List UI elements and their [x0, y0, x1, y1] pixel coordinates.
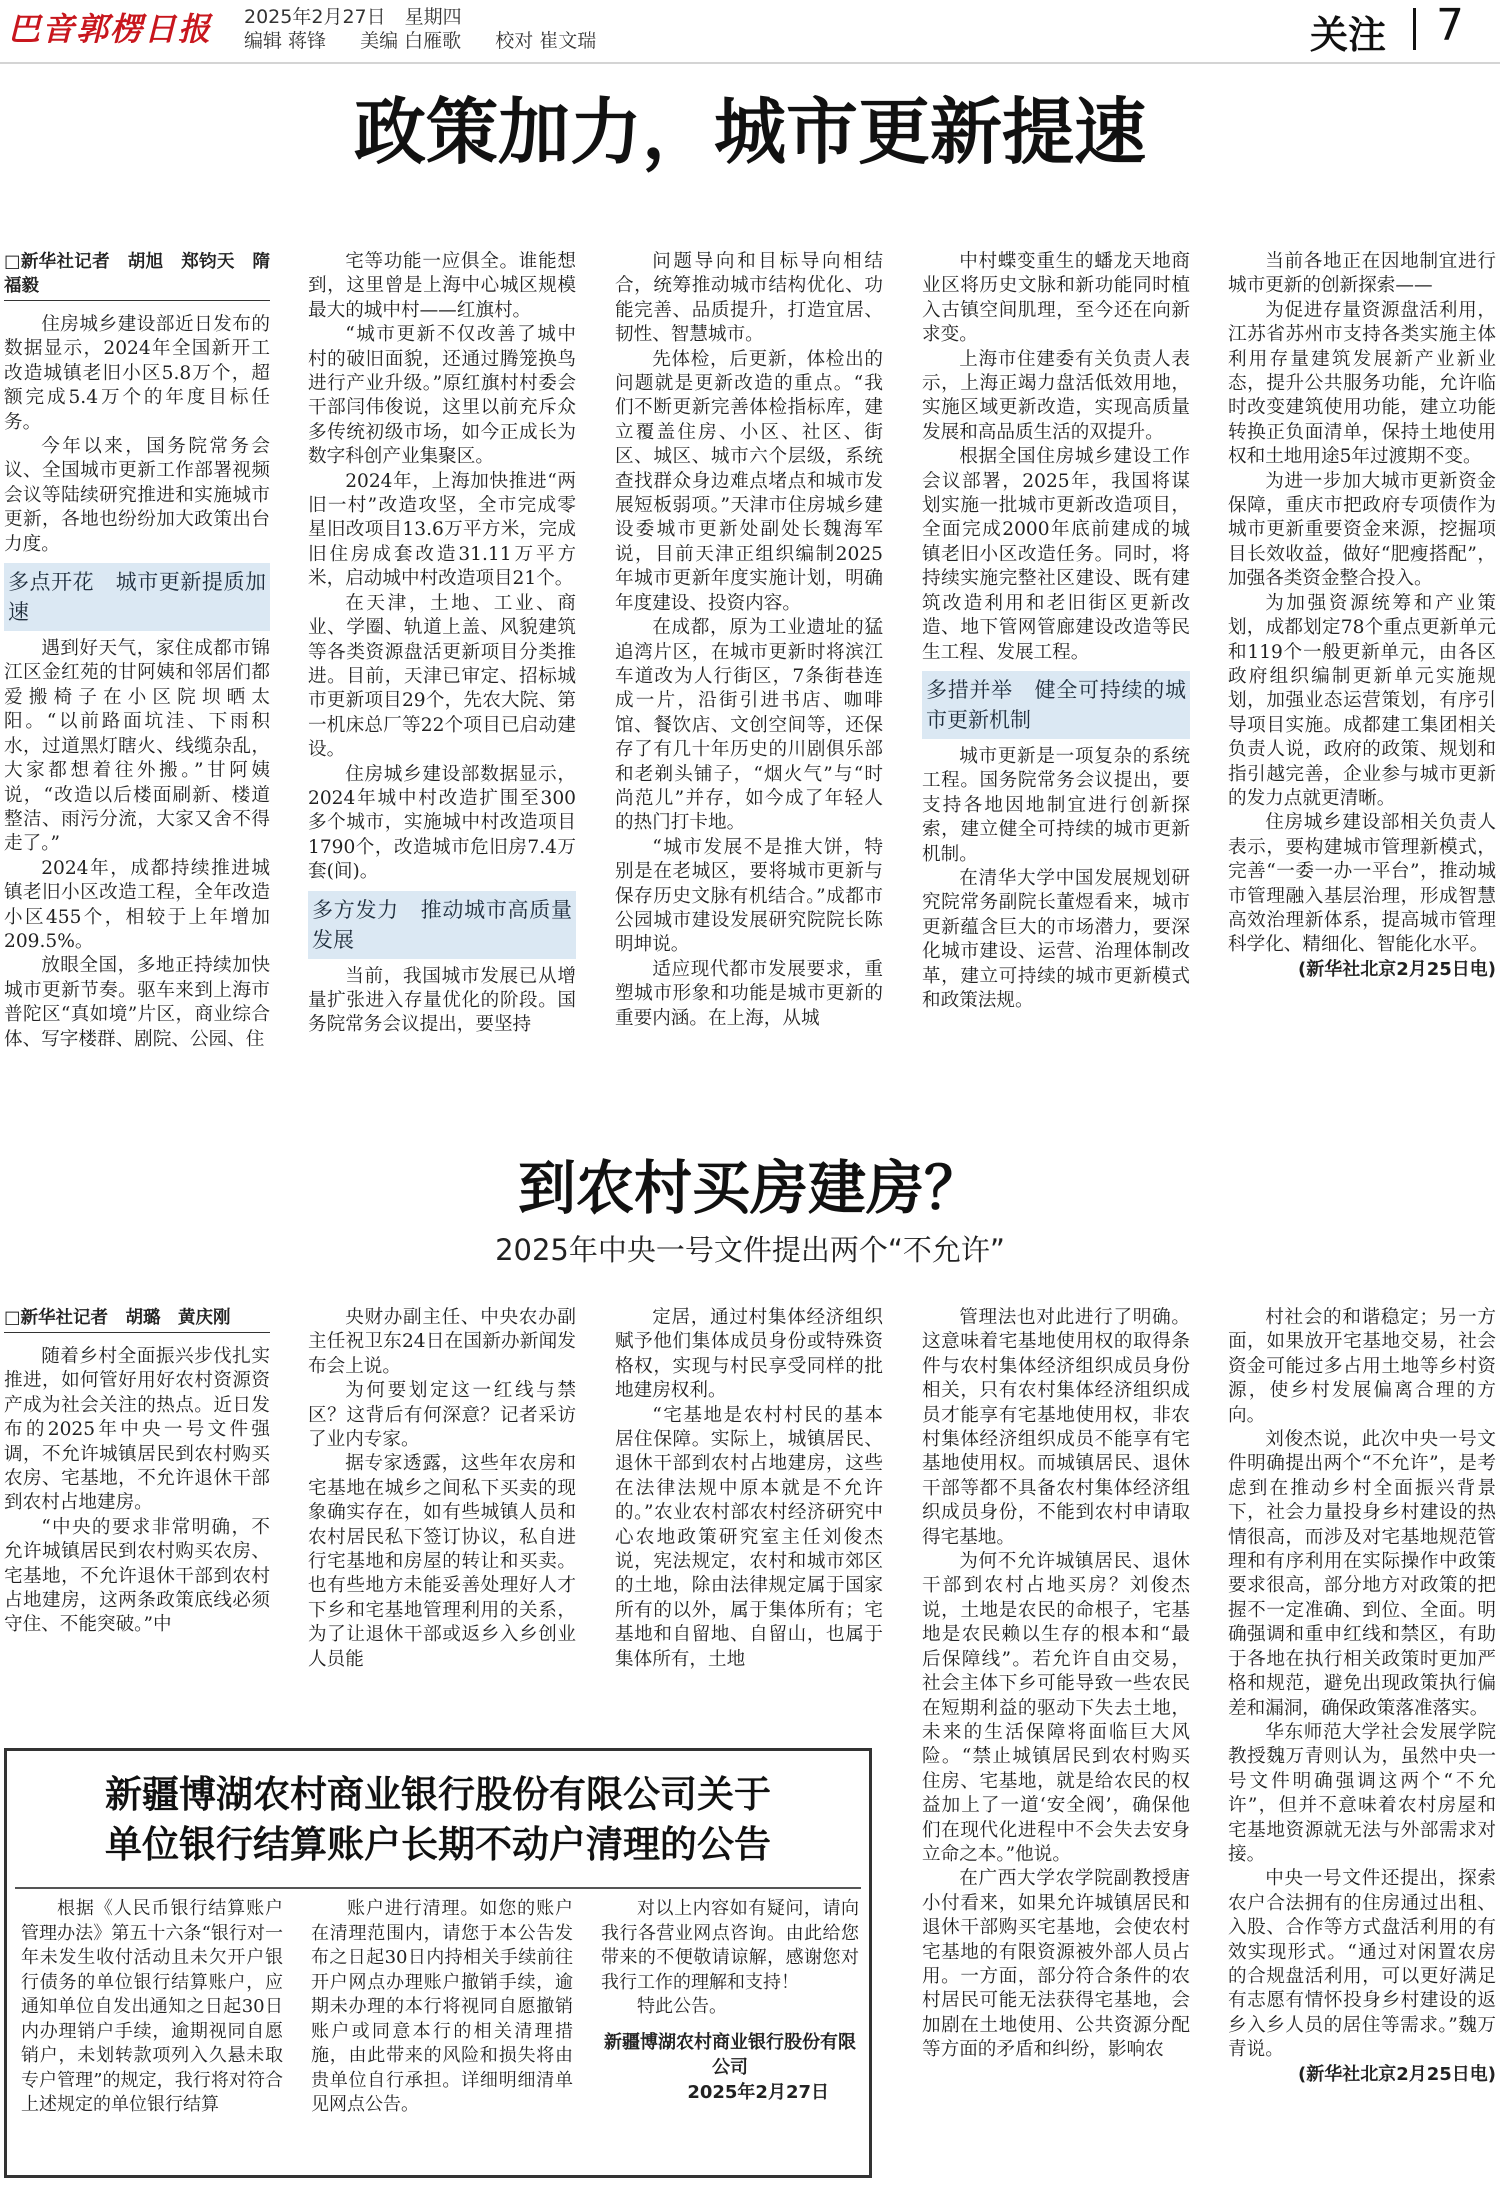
- article1-col3-text: [615, 250, 883, 1031]
- paragraph: 根据全国住房城乡建设工作会议部署，2025年，我国将谋划实施一批城市更新改造项目，全面完成2000年底前建成的城镇老旧小区改造任务。同时，将持续实施完整社区建设、既有建筑改造利用和老旧街区更新改造、地下管网管廊建设改造等民生工程、发展工程。: [922, 446, 1190, 663]
- paragraph: 在清华大学中国发展规划研究院常务副院长董煜看来，城市更新蕴含巨大的市场潜力，要深化城市建设、运营、治理体制改革，建立可持续的城市更新模式和政策法规。: [922, 867, 1190, 1011]
- article2-col4-text: [922, 1306, 1190, 2063]
- article2-headline: 到农村买房建房？: [517, 1154, 982, 1222]
- article2-col3-text: [615, 1306, 883, 1672]
- notice-date: 2025年2月27日: [687, 2081, 829, 2103]
- article1-subhead-3: 多措并举 健全可持续的城市更新机制: [922, 671, 1190, 739]
- paragraph: 随着乡村全面振兴步伐扎实推进，如何管好用好农村资源资产成为社会关注的热点。近日发布的2025年中央一号文件强调，不允许城镇居民到农村购买农房、宅基地，不允许退休干部到农村占地建房。: [4, 1346, 270, 1514]
- section-divider: [1413, 8, 1416, 50]
- paragraph: 村社会的和谐稳定；另一方面，如果放开宅基地交易，社会资金可能过多占用土地等乡村资源，使乡村发展偏离合理的方向。: [1228, 1307, 1496, 1426]
- article1-col5-text: [1228, 250, 1496, 958]
- paragraph: 先体检，后更新，体检出的问题就是更新改造的重点。“我们不断更新完善体检指标库，建立覆盖住房、小区、社区、街区、城区、城市六个层级，系统查找群众身边难点堵点和城市发展短板弱项。”天津市住房城乡建设委城市更新处副处长魏海军说，目前天津正组织编制2025年城市更新年度实施计划，明确年度建设、投资内容。: [615, 348, 883, 614]
- notice-title-line2: 单位银行结算账户长期不动户清理的公告: [105, 1822, 771, 1866]
- paragraph: 当前各地正在因地制宜进行城市更新的创新探索——: [1228, 251, 1496, 297]
- masthead: [0, 0, 1500, 64]
- article1-col1b-text: [4, 637, 270, 1052]
- article1-col1-text: [4, 313, 270, 557]
- paragraph: 问题导向和目标导向相结合，统筹推动城市结构优化、功能完善、品质提升，打造宜居、韧性、智慧城市。: [615, 251, 883, 346]
- editor-credits: [244, 26, 624, 53]
- paragraph: 定居，通过村集体经济组织赋予他们集体成员身份或特殊资格权，实现与村民享受同样的批地建房权利。: [615, 1307, 883, 1402]
- notice-paragraph: 对以上内容如有疑问，请向我行各营业网点咨询。由此给您带来的不便敬请谅解，感谢您对我行工作的理解和支持！: [601, 1898, 859, 1993]
- paragraph: 刘俊杰说，此次中央一号文件明确提出两个“不允许”，是考虑到在推动乡村全面振兴背景下，社会力量投身乡村建设的热情很高，而涉及对宅基地规范管理和有序利用在实际操作中政策要求很高，部分地方对政策的把握不一定准确、到位、全面。明确强调和重申红线和禁区，有助于各地在执行相关政策时更加严格和规范，避免出现政策执行偏差和漏洞，确保政策落准落实。: [1228, 1429, 1496, 1719]
- article1-subhead-2: 多方发力 推动城市高质量发展: [308, 891, 576, 959]
- paragraph: 城市更新是一项复杂的系统工程。国务院常务会议提出，要支持各地因地制宜进行创新探索，建立健全可持续的城市更新机制。: [922, 745, 1190, 865]
- paragraph: “城市更新不仅改善了城中村的破旧面貌，还通过腾笼换鸟进行产业升级。”原红旗村村委会干部闫伟俊说，这里以前充斥众多传统初级市场，如今正成长为数字科创产业集聚区。: [308, 324, 576, 468]
- article1-dateline: (新华社北京2月25日电): [1297, 958, 1496, 980]
- paragraph: “宅基地是农村村民的基本居住保障。实际上，城镇居民、退休干部到农村占地建房，这些在法律法规中原本就是不允许的。”农业农村部农村经济研究中心农地政策研究室主任刘俊杰说，宪法规定，农村和城市郊区的土地，除由法律规定属于国家所有的以外，属于集体所有；宅基地和自留地、自留山，也属于集体所有，土地: [615, 1404, 883, 1670]
- paragraph: 中村蝶变重生的蟠龙天地商业区将历史文脉和新功能同时植入古镇空间肌理，至今还在向新求变。: [922, 251, 1190, 346]
- notice-paragraph: 账户进行清理。如您的账户在清理范围内，请您于本公告发布之日起30日内持相关手续前往开户网点办理账户撤销手续，逾期未办理的本行将视同自愿撤销账户或同意本行的相关清理措施，由此带来的风险和损失将由贵单位自行承担。详细明细清单见网点公告。: [311, 1898, 573, 2115]
- section-label: 关注: [1310, 13, 1387, 57]
- notice-col2: [311, 1897, 573, 2173]
- proofreader-credit: 校对 崔文瑞: [495, 30, 597, 52]
- editor-credit: 编辑 蒋锋: [244, 30, 327, 52]
- paragraph: 管理法也对此进行了明确。这意味着宅基地使用权的取得条件与农村集体经济组织成员身份相关，只有农村集体经济组织成员才能享有宅基地使用权，非农村集体经济组织成员不能享有宅基地使用权。而城镇居民、退休干部等都不具备农村集体经济组织成员身份，不能到农村申请取得宅基地。: [922, 1307, 1190, 1548]
- paragraph: 在成都，原为工业遗址的猛追湾片区，在城市更新时将滨江车道改为人行街区，7条街巷连成一片，沿街引进书店、咖啡馆、餐饮店、文创空间等，还保存了有几十年历史的川剧俱乐部和老剃头铺子，“烟火气”与“时尚范儿”并存，如今成了年轻人的热门打卡地。: [615, 617, 883, 834]
- article1-col2-text: [308, 250, 576, 885]
- paragraph: 2024年，成都持续推进城镇老旧小区改造工程，全年改造小区455个，相较于上年增加209.5%。: [4, 857, 270, 952]
- paragraph: 央财办副主任、中央农办副主任祝卫东24日在国新办新闻发布会上说。: [308, 1307, 576, 1377]
- article1-col2b-text: [308, 965, 576, 1038]
- article2-col1: [4, 1306, 270, 1736]
- paragraph: 上海市住建委有关负责人表示，上海正竭力盘活低效用地，实施区域更新改造，实现高质量发展和高品质生活的双提升。: [922, 348, 1190, 443]
- paragraph: 宅等功能一应俱全。谁能想到，这里曾是上海中心城区规模最大的城中村——红旗村。: [308, 251, 576, 321]
- notice-title: [7, 1769, 869, 1869]
- article1-col3: [615, 250, 883, 1090]
- paragraph: 住房城乡建设部近日发布的数据显示，2024年全国新开工改造城镇老旧小区5.8万个，超额完成5.4万个的年度目标任务。: [4, 314, 270, 433]
- paragraph: 放眼全国，多地正持续加快城市更新节奏。驱车来到上海市普陀区“真如境”片区，商业综合体、写字楼群、剧院、公园、住: [4, 955, 270, 1050]
- notice-col1: [21, 1897, 283, 2173]
- paragraph: 中央一号文件还提出，探索农户合法拥有的住房通过出租、入股、合作等方式盘活利用的有效实现形式。“通过对闲置农房的合规盘活利用，可以更好满足有志愿有情怀投身乡村建设的返乡入乡人员的居住等需求。”魏万青说。: [1228, 1868, 1496, 2061]
- paragraph: 在天津，土地、工业、商业、学圈、轨道上盖、风貌建筑等各类资源盘活更新项目分类推进。目前，天津已审定、招标城市更新项目29个，先农大院、第一机床总厂等22个项目已启动建设。: [308, 592, 576, 761]
- paragraph: 为何不允许城镇居民、退休干部到农村占地买房？刘俊杰说，土地是农民的命根子，宅基地是农民赖以生存的根本和“最后保障线”。若允许自由交易，社会主体下乡可能导致一些农民在短期利益的驱动下失去土地，未来的生活保障将面临巨大风险。“禁止城镇居民到农村购买住房、宅基地，就是给农民的权益加上了一道‘安全阀’，确保他们在现代化进程中不会失去安身立命之本。”他说。: [922, 1551, 1190, 1865]
- article1-col4-text: [922, 250, 1190, 665]
- designer-credit: 美编 白雁歌: [360, 30, 462, 52]
- issue-date: 2025年2月27日 星期四: [244, 6, 462, 28]
- paragraph: 为加强资源统筹和产业策划，成都划定78个重点更新单元和119个一般更新单元，由各区政府组织编制更新单元实施规划，加强业态运营策划，有序引导项目实施。成都建工集团相关负责人说，政府的政策、规划和指引越完善，企业参与城市更新的发力点就更清晰。: [1228, 592, 1496, 809]
- paragraph: 在广西大学农学院副教授唐小付看来，如果允许城镇居民和退休干部购买宅基地，会使农村宅基地的有限资源被外部人员占用。一方面，部分符合条件的农村居民可能无法获得宅基地，会加剧在土地使用、公共资源分配等方面的矛盾和纠纷，影响农: [922, 1868, 1190, 2061]
- newspaper-logo: 巴音郭楞日报: [8, 10, 213, 48]
- article1-subhead-1: 多点开花 城市更新提质加速: [4, 563, 270, 631]
- paragraph: “中央的要求非常明确，不允许城镇居民到农村购买农房、宅基地，不允许退休干部到农村占地建房，这两条政策底线必须守住、不能突破。”中: [4, 1516, 270, 1636]
- paragraph: 住房城乡建设部相关负责人表示，要构建城市管理新模式，完善“一委一办一平台”，推动城市管理融入基层治理，形成智慧高效治理新体系，提高城市管理科学化、精细化、智能化水平。: [1228, 812, 1496, 956]
- paragraph: 据专家透露，这些年农房和宅基地在城乡之间私下买卖的现象确实存在，如有些城镇人员和农村居民私下签订协议，私自进行宅基地和房屋的转让和买卖。也有些地方未能妥善处理好人才下乡和宅基地管理利用的关系，为了让退休干部或返乡入乡创业人员能: [308, 1453, 576, 1670]
- notice-title-line1: 新疆博湖农村商业银行股份有限公司关于: [105, 1772, 771, 1816]
- article2-col4: [922, 1306, 1190, 2181]
- article1-col4b-text: [922, 745, 1190, 1013]
- article2-col2-text: [308, 1306, 576, 1672]
- article2-col5: [1228, 1306, 1496, 2184]
- paragraph: 住房城乡建设部数据显示，2024年城中村改造扩围至300多个城市，实施城中村改造项目1790个，改造城市危旧房7.4万套(间)。: [308, 763, 576, 883]
- paragraph: 今年以来，国务院常务会议、全国城市更新工作部署视频会议等陆续研究推进和实施城市更新，各地也纷纷加大政策出台力度。: [4, 436, 270, 555]
- notice-divider: [15, 1887, 861, 1889]
- article1-byline: □新华社记者 胡旭 郑钧天 隋福毅: [4, 250, 270, 301]
- article2-dateline: (新华社北京2月25日电): [1297, 2063, 1496, 2085]
- article1-col1: [4, 250, 270, 1090]
- article2-col1-text: [4, 1345, 270, 1638]
- paragraph: 为促进存量资源盘活利用，江苏省苏州市支持各类实施主体利用存量建筑发展新产业新业态，提升公共服务功能，允许临时改变建筑使用功能，建立功能转换正负面清单，保持土地使用权和土地用途5年过渡期不变。: [1228, 299, 1496, 468]
- paragraph: 为何要划定这一红线与禁区？这背后有何深意？记者采访了业内专家。: [308, 1380, 576, 1451]
- article2-byline: □新华社记者 胡璐 黄庆刚: [4, 1306, 270, 1333]
- article2-col2: [308, 1306, 576, 1736]
- article1-col5: [1228, 250, 1496, 1100]
- paragraph: 适应现代都市发展要求，重塑城市形象和功能是城市更新的重要内涵。在上海，从城: [615, 958, 883, 1029]
- paragraph: 遇到好天气，家住成都市锦江区金红苑的甘阿姨和邻居们都爱搬椅子在小区院坝晒太阳。“以前路面坑洼、下雨积水，过道黑灯瞎火、线缆杂乱，大家都想着往外搬。”甘阿姨说，“改造以后楼面刷新、楼道整洁、雨污分流，大家又舍不得走了。”: [4, 638, 270, 855]
- paragraph: 华东师范大学社会发展学院教授魏万青则认为，虽然中央一号文件明确强调这两个“不允许”，但并不意味着农村房屋和宅基地资源就无法与外部需求对接。: [1228, 1721, 1496, 1865]
- paragraph: “城市发展不是推大饼，特别是在老城区，要将城市更新与保存历史文脉有机结合。”成都市公园城市建设发展研究院院长陈明坤说。: [615, 836, 883, 956]
- notice-col3: [601, 1897, 859, 2173]
- article1-col2: [308, 250, 576, 1090]
- paragraph: 2024年，上海加快推进“两旧一村”改造攻坚，全市完成零星旧改项目13.6万平方米，完成旧住房成套改造31.11万平方米，启动城中村改造项目21个。: [308, 470, 576, 590]
- notice-signature: 新疆博湖农村商业银行股份有限公司: [604, 2031, 856, 2078]
- article2-subheadline: 2025年中央一号文件提出两个“不允许”: [495, 1233, 1005, 1267]
- article2-col3: [615, 1306, 883, 1736]
- paragraph: 当前，我国城市发展已从增量扩张进入存量优化的阶段。国务院常务会议提出，要坚持: [308, 965, 576, 1036]
- notice-paragraph: 根据《人民币银行结算账户管理办法》第五十六条“银行对一年未发生收付活动且未欠开户银行债务的单位银行结算账户，应通知单位自发出通知之日起30日内办理销户手续，逾期视同自愿销户，未划转款项列入久悬未取专户管理”的规定，我行将对符合上述规定的单位银行结算: [21, 1898, 283, 2115]
- page-number: 7: [1436, 0, 1464, 51]
- article1-headline: 政策加力，城市更新提速: [353, 90, 1146, 174]
- paragraph: 为进一步加大城市更新资金保障，重庆市把政府专项债作为城市更新重要资金来源，挖掘项目长效收益，做好“肥瘦搭配”，加强各类资金整合投入。: [1228, 470, 1496, 590]
- article2-col5-text: [1228, 1306, 1496, 2063]
- bank-notice: [4, 1748, 872, 2178]
- notice-closing: 特此公告。: [637, 1996, 727, 2017]
- article1-col4: [922, 250, 1190, 1090]
